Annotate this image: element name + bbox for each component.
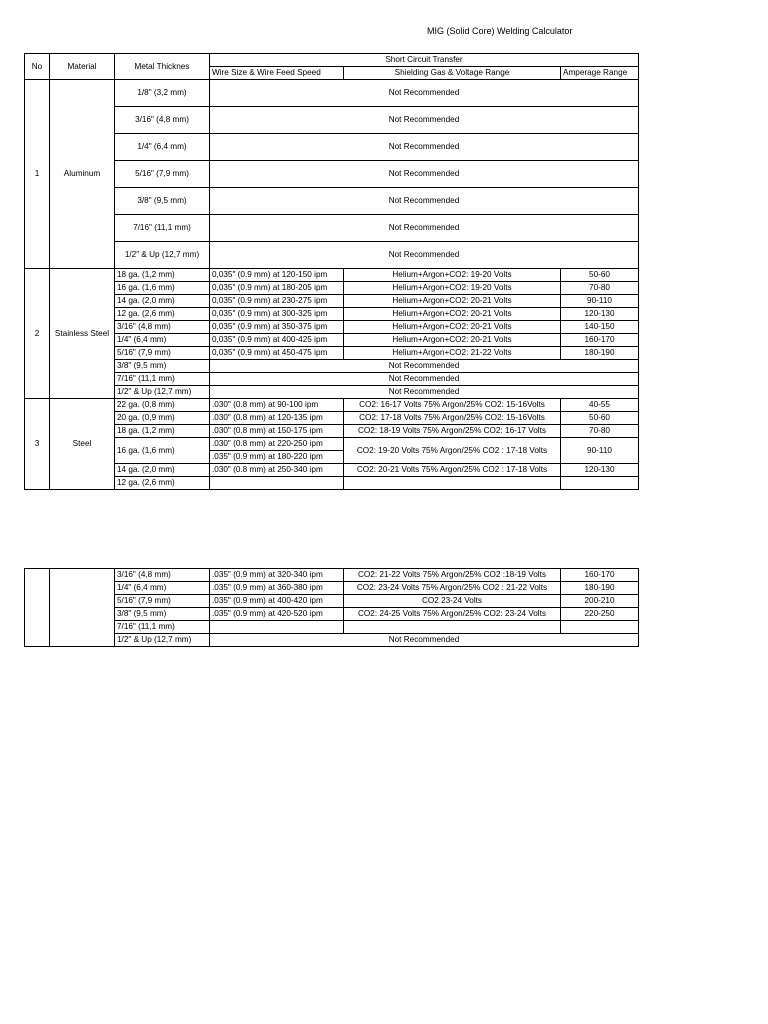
table-row [25, 569, 639, 582]
welding-table-continued [24, 568, 639, 647]
not-recommended-cell: Not Recommended [210, 373, 639, 386]
gas-cell: CO2: 19-20 Volts 75% Argon/25% CO2 : 17-18 Volts [344, 438, 561, 464]
amp-cell: 90-110 [561, 438, 639, 464]
amp-cell [561, 477, 639, 490]
amp-cell: 120-130 [561, 464, 639, 477]
wire-cell: 0,035" (0.9 mm) at 400-425 ipm [210, 334, 344, 347]
thickness-cell: 1/4" (6,4 mm) [115, 334, 210, 347]
table-row [25, 134, 639, 161]
thickness-cell: 7/16" (11,1 mm) [115, 373, 210, 386]
amp-cell: 220-250 [561, 608, 639, 621]
thickness-cell: 12 ga. (2,6 mm) [115, 308, 210, 321]
wire-cell: .035" (0.9 mm) at 320-340 ipm [210, 569, 344, 582]
amp-cell: 160-170 [561, 334, 639, 347]
not-recommended-cell: Not Recommended [210, 242, 639, 269]
table-row [25, 360, 639, 373]
amp-cell: 70-80 [561, 425, 639, 438]
wire-cell: .030" (0.8 mm) at 90-100 ipm [210, 399, 344, 412]
table-row [25, 582, 639, 595]
not-recommended-cell: Not Recommended [210, 634, 639, 647]
gas-cell: Helium+Argon+CO2: 21-22 Volts [344, 347, 561, 360]
gas-cell: Helium+Argon+CO2: 19-20 Volts [344, 269, 561, 282]
table-row [25, 295, 639, 308]
table-row [25, 399, 639, 412]
thickness-cell: 14 ga. (2,0 mm) [115, 464, 210, 477]
amp-cell: 120-130 [561, 308, 639, 321]
header-wire: Wire Size & Wire Feed Speed [210, 67, 344, 80]
wire-cell: .030" (0.8 mm) at 120-135 ipm [210, 412, 344, 425]
wire-cell: .035" (0.9 mm) at 400-420 ipm [210, 595, 344, 608]
amp-cell: 90-110 [561, 295, 639, 308]
wire-cell: 0,035" (0.9 mm) at 230-275 ipm [210, 295, 344, 308]
wire-cell: 0,035" (0.9 mm) at 120-150 ipm [210, 269, 344, 282]
table-row [25, 595, 639, 608]
thickness-cell: 3/8" (9,5 mm) [115, 608, 210, 621]
not-recommended-cell: Not Recommended [210, 215, 639, 242]
wire-cell: 0,035" (0.9 mm) at 450-475 ipm [210, 347, 344, 360]
gas-cell: CO2: 17-18 Volts 75% Argon/25% CO2: 15-16Volts [344, 412, 561, 425]
table-row [25, 412, 639, 425]
gas-cell: Helium+Argon+CO2: 20-21 Volts [344, 295, 561, 308]
thickness-cell: 5/16" (7,9 mm) [115, 595, 210, 608]
gas-cell: Helium+Argon+CO2: 19-20 Volts [344, 282, 561, 295]
wire-cell: 0,035" (0.9 mm) at 300-325 ipm [210, 308, 344, 321]
header-amp: Amperage Range [561, 67, 639, 80]
table-row [25, 242, 639, 269]
gas-cell: CO2 23-24 Volts [344, 595, 561, 608]
wire-cell [210, 477, 344, 490]
table-row [25, 608, 639, 621]
table-row [25, 464, 639, 477]
thickness-cell: 12 ga. (2,6 mm) [115, 477, 210, 490]
row-number: 3 [25, 399, 50, 490]
table-row [25, 386, 639, 399]
table-row [25, 188, 639, 215]
header-gas: Shielding Gas & Voltage Range [344, 67, 561, 80]
wire-cell: 0,035" (0.9 mm) at 350-375 ipm [210, 321, 344, 334]
table-row [25, 215, 639, 242]
not-recommended-cell: Not Recommended [210, 161, 639, 188]
thickness-cell: 14 ga. (2,0 mm) [115, 295, 210, 308]
row-number-continued [25, 569, 50, 647]
amp-cell: 50-60 [561, 269, 639, 282]
table-row [25, 107, 639, 134]
not-recommended-cell: Not Recommended [210, 107, 639, 134]
table-row [25, 621, 639, 634]
thickness-cell: 5/16" (7,9 mm) [115, 347, 210, 360]
header-thickness: Metal Thicknes [115, 54, 210, 80]
thickness-cell: 18 ga. (1,2 mm) [115, 425, 210, 438]
amp-cell: 160-170 [561, 569, 639, 582]
thickness-cell: 1/2" & Up (12,7 mm) [115, 242, 210, 269]
thickness-cell: 18 ga. (1,2 mm) [115, 269, 210, 282]
table-row [25, 634, 639, 647]
gas-cell: CO2: 21-22 Volts 75% Argon/25% CO2 :18-19 Volts [344, 569, 561, 582]
not-recommended-cell: Not Recommended [210, 188, 639, 215]
wire-cell: .030" (0.8 mm) at 150-175 ipm [210, 425, 344, 438]
thickness-cell: 22 ga. (0,8 mm) [115, 399, 210, 412]
amp-cell: 140-150 [561, 321, 639, 334]
amp-cell: 200-210 [561, 595, 639, 608]
welding-table [24, 53, 639, 490]
thickness-cell: 3/16" (4,8 mm) [115, 107, 210, 134]
row-material: Steel [50, 399, 115, 490]
amp-cell: 180-190 [561, 347, 639, 360]
row-material-continued [50, 569, 115, 647]
header-group: Short Circuit Transfer [210, 54, 639, 67]
page-title: MIG (Solid Core) Welding Calculator [427, 26, 573, 36]
thickness-cell: 1/8" (3,2 mm) [115, 80, 210, 107]
amp-cell: 40-55 [561, 399, 639, 412]
row-material: Stainless Steel [50, 269, 115, 399]
row-number: 2 [25, 269, 50, 399]
table-row [25, 425, 639, 438]
gas-cell: Helium+Argon+CO2: 20-21 Volts [344, 308, 561, 321]
header-row [25, 54, 639, 67]
thickness-cell: 3/8" (9,5 mm) [115, 188, 210, 215]
amp-cell: 50-60 [561, 412, 639, 425]
gas-cell: Helium+Argon+CO2: 20-21 Volts [344, 321, 561, 334]
thickness-cell: 3/16" (4,8 mm) [115, 321, 210, 334]
header-no: No [25, 54, 50, 80]
thickness-cell: 1/2" & Up (12,7 mm) [115, 386, 210, 399]
row-material: Aluminum [50, 80, 115, 269]
table-row [25, 477, 639, 490]
amp-cell [561, 621, 639, 634]
table-row [25, 80, 639, 107]
row-number: 1 [25, 80, 50, 269]
thickness-cell: 3/8" (9,5 mm) [115, 360, 210, 373]
table-row [25, 308, 639, 321]
gas-cell: CO2: 18-19 Volts 75% Argon/25% CO2: 16-17 Volts [344, 425, 561, 438]
not-recommended-cell: Not Recommended [210, 134, 639, 161]
thickness-cell: 3/16" (4,8 mm) [115, 569, 210, 582]
table-row [25, 269, 639, 282]
thickness-cell: 20 ga. (0,9 mm) [115, 412, 210, 425]
table-row [25, 334, 639, 347]
amp-cell: 180-190 [561, 582, 639, 595]
thickness-cell: 7/16" (11,1 mm) [115, 215, 210, 242]
thickness-cell: 1/4" (6,4 mm) [115, 582, 210, 595]
table-row [25, 161, 639, 188]
header-material: Material [50, 54, 115, 80]
gas-cell: CO2: 23-24 Volts 75% Argon/25% CO2 : 21-22 Volts [344, 582, 561, 595]
thickness-cell: 16 ga. (1,6 mm) [115, 438, 210, 464]
table-row [25, 347, 639, 360]
gas-cell: Helium+Argon+CO2: 20-21 Volts [344, 334, 561, 347]
wire-cell: .035" (0.9 mm) at 180-220 ipm [210, 451, 344, 464]
thickness-cell: 5/16" (7,9 mm) [115, 161, 210, 188]
amp-cell: 70-80 [561, 282, 639, 295]
table-row [25, 373, 639, 386]
not-recommended-cell: Not Recommended [210, 386, 639, 399]
table-row [25, 321, 639, 334]
wire-cell [210, 621, 344, 634]
gas-cell: CO2: 20-21 Volts 75% Argon/25% CO2 : 17-18 Volts [344, 464, 561, 477]
wire-cell: 0,035" (0.9 mm) at 180-205 ipm [210, 282, 344, 295]
wire-cell: .030" (0.8 mm) at 250-340 ipm [210, 464, 344, 477]
thickness-cell: 1/2" & Up (12,7 mm) [115, 634, 210, 647]
gas-cell [344, 477, 561, 490]
gas-cell: CO2: 24-25 Volts 75% Argon/25% CO2: 23-24 Volts [344, 608, 561, 621]
not-recommended-cell: Not Recommended [210, 80, 639, 107]
table-row [25, 282, 639, 295]
thickness-cell: 7/16" (11,1 mm) [115, 621, 210, 634]
thickness-cell: 1/4" (6,4 mm) [115, 134, 210, 161]
wire-cell: .035" (0.9 mm) at 420-520 ipm [210, 608, 344, 621]
thickness-cell: 16 ga. (1,6 mm) [115, 282, 210, 295]
table-row [25, 438, 639, 451]
wire-cell: .035" (0.9 mm) at 360-380 ipm [210, 582, 344, 595]
gas-cell: CO2: 16-17 Volts 75% Argon/25% CO2: 15-16Volts [344, 399, 561, 412]
gas-cell [344, 621, 561, 634]
wire-cell: .030" (0.8 mm) at 220-250 ipm [210, 438, 344, 451]
not-recommended-cell: Not Recommended [210, 360, 639, 373]
